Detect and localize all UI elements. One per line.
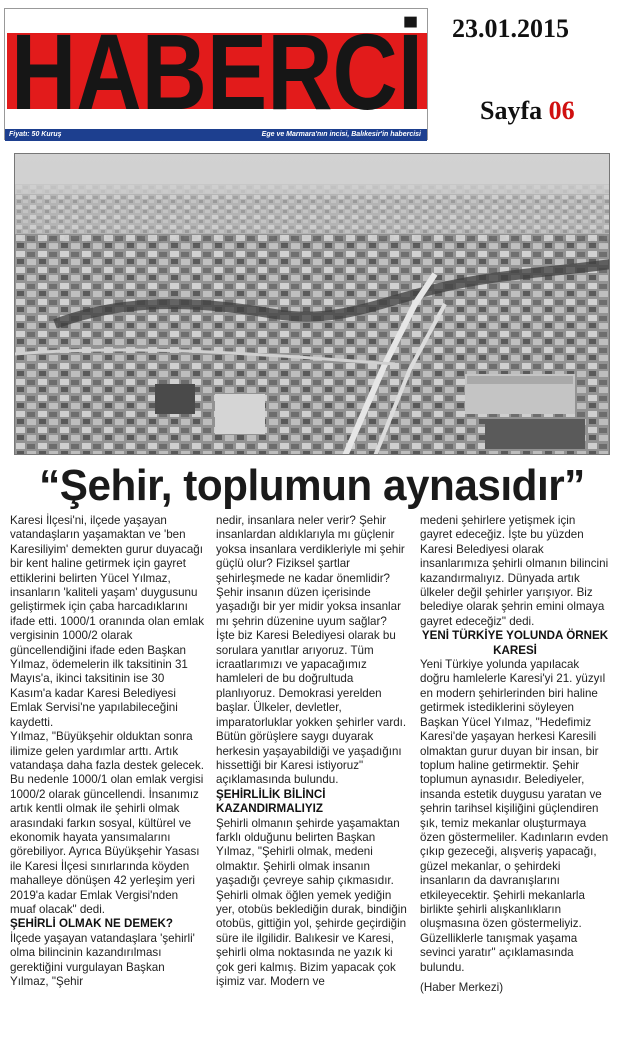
paragraph: medeni şehirlere yetişmek için gayret edeceğiz. İşte bu yüzden Karesi Belediyesi olarak insanlarımıza şehirli olmanın bilincini kazandırmalıyız. Dünyada artık ülkeler değil şehirler yarışıyor. Biz belediye olarak şehrin emini olmaya gayret edeceğiz" dedi. [420,514,609,628]
subheading: ŞEHİRLİLİK BİLİNCİ KAZANDIRMALIYIZ [216,787,326,816]
article-column-1 [10,514,204,989]
byline: (Haber Merkezi) [420,981,504,994]
aerial-photo-graphic [15,154,610,455]
paragraph: Yeni Türkiye yolunda yapılacak doğru hamlelerle Karesi'yi 21. yüzyıl en modern şehirlerinden biri haline getirmek istediklerini söyleyen Başkan Yücel Yılmaz, "Hedefimiz Karesi'de yaşayan herkesi Karesili olmaktan gurur duyan bir insan, bir toplum haline getirmektir. Şehir toplumun aynasıdır. Belediyeler, insanda estetik duygusu yaratan ve şehrin tarihsel kişiliğini güçlendiren şık, temiz mekanlar oluşturmaya özen göstermeliler. Kadınların evden çıkıp gezeceği, alışveriş yapacağı, güzel mekanlar, o şehirdeki insanların da davranışlarını etkileyecektir. Şehirli mekanlarla birlikte şehirli alışkanlıkların oluşmasına özen göstermeliyiz. Güzelliklerle tanışmak yaşama sevinci yaratır" açıklamasında bulundu. [420,658,609,974]
page-label-text: Sayfa [480,96,543,125]
subheading: YENİ TÜRKİYE YOLUNDA ÖRNEK KARESİ [421,629,609,657]
paragraph: nedir, insanlara neler verir? Şehir insanlardan aldıklarıyla mı güçlenir yoksa insanlara verdikleriyle mi şehir güçlü olur? Fiziksel şartlar şehirleşmede ne kadar önemlidir? Şehir insanın düzen içerisinde yaşadığı bir yer midir yoksa insanlar mı şehrin düzenine uyum sağlar? İşte biz Karesi Belediyesi olarak bu sorulara yanıtlar arıyoruz. Tüm icraatlarımızı ve yapacağımız hamleleri de bu doğrultuda planlıyoruz. Demokrasi yerelden başlar. Ülkeler, devletler, imparatorluklar yokken şehirler vardı. Bütün görüşlere saygı duyarak herkesin yaşayabildiği ve yaşadığını hissettiği bir Karesi istiyoruz" açıklamasında bulundu. [216,514,407,787]
headline: “Şehir, toplumun aynasıdır” [39,461,585,510]
masthead [4,8,428,140]
aerial-city-photo [14,153,610,455]
slogan: Ege ve Marmara'nın incisi, Balıkesir'in habercisi [261,131,421,138]
logo-text: HABERCİ [11,13,423,129]
article-column-2 [216,514,408,989]
logo-letters [7,13,427,129]
subheading: ŞEHİRLİ OLMAK NE DEMEK? [10,917,173,931]
page-number [480,96,575,126]
masthead-strip [5,129,427,141]
paragraph: Şehirli olmanın şehirde yaşamaktan farklı olduğunu belirten Başkan Yılmaz, "Şehirli olmak, medeni olmaktır. Şehirli olmak insanın yaşadığı çevreye sahip çıkmasıdır. Şehirli olmak öğlen yemek yediğin yer, otobüs beklediğin durak, bindiğin otobüs, gittiğin yol, şehirde geçirdiğin süre ile ilgilidir. Balıkesir ve Karesi, şehirli olma noktasında ne yazık ki çok geri kalmış. Bizim yapacak çok işimiz var. Modern ve [216,816,407,988]
issue-date: 23.01.2015 [452,14,569,43]
haberci-logo [7,13,427,129]
article-column-3 [420,514,610,995]
paragraph: İlçede yaşayan vatandaşlara 'şehirli' olma bilincinin kazandırılması gerektiğini vurgulayan Başkan Yılmaz, "Şehir [10,931,195,988]
paragraph: Yılmaz, "Büyükşehir olduktan sonra ilimize gelen yardımlar arttı. Artık vatandaşa daha fazla destek gelecek. Bu nedenle 1000/1 olan emlak vergisi 1000/2 olarak güncellendi. İnsanımız artık kentli olmak ile şehirli olmak arasındaki farkın sosyal, kültürel ve ekonomik hayata yansımalarını görebiliyor. Ayrıca Büyükşehir Yasası ile Karesi İlçesi sınırlarında köyden mahalleye dönüşen 42 yerleşim yeri 2019'a kadar Emlak Vergisi'nden muaf olacak" dedi. [10,730,205,916]
price-label: Fiyatı: 50 Kuruş [9,131,62,138]
page-number-value: 06 [548,96,575,125]
paragraph: Karesi İlçesi'ni, ilçede yaşayan vatandaşların yaşamaktan ve 'ben Karesiliyim' demekten gurur duyacağı bir kent haline getirmek için gayret ettiklerini belirten Yücel Yılmaz, insanların 'kaliteli yaşam' duygusunu geliştirmek için çaba harcadıklarını ifade etti. 1000/1 oranında olan emlak vergisinin 1000/2 olarak güncellendiğini ifade eden Başkan Yılmaz, ödemelerin ilk taksitinin 31 Mayıs'a, ikinci taksitinin ise 30 Kasım'a kadar Karesi Belediyesi Emlak Servisi'ne yapılabileceğini kaydetti. [10,514,205,729]
